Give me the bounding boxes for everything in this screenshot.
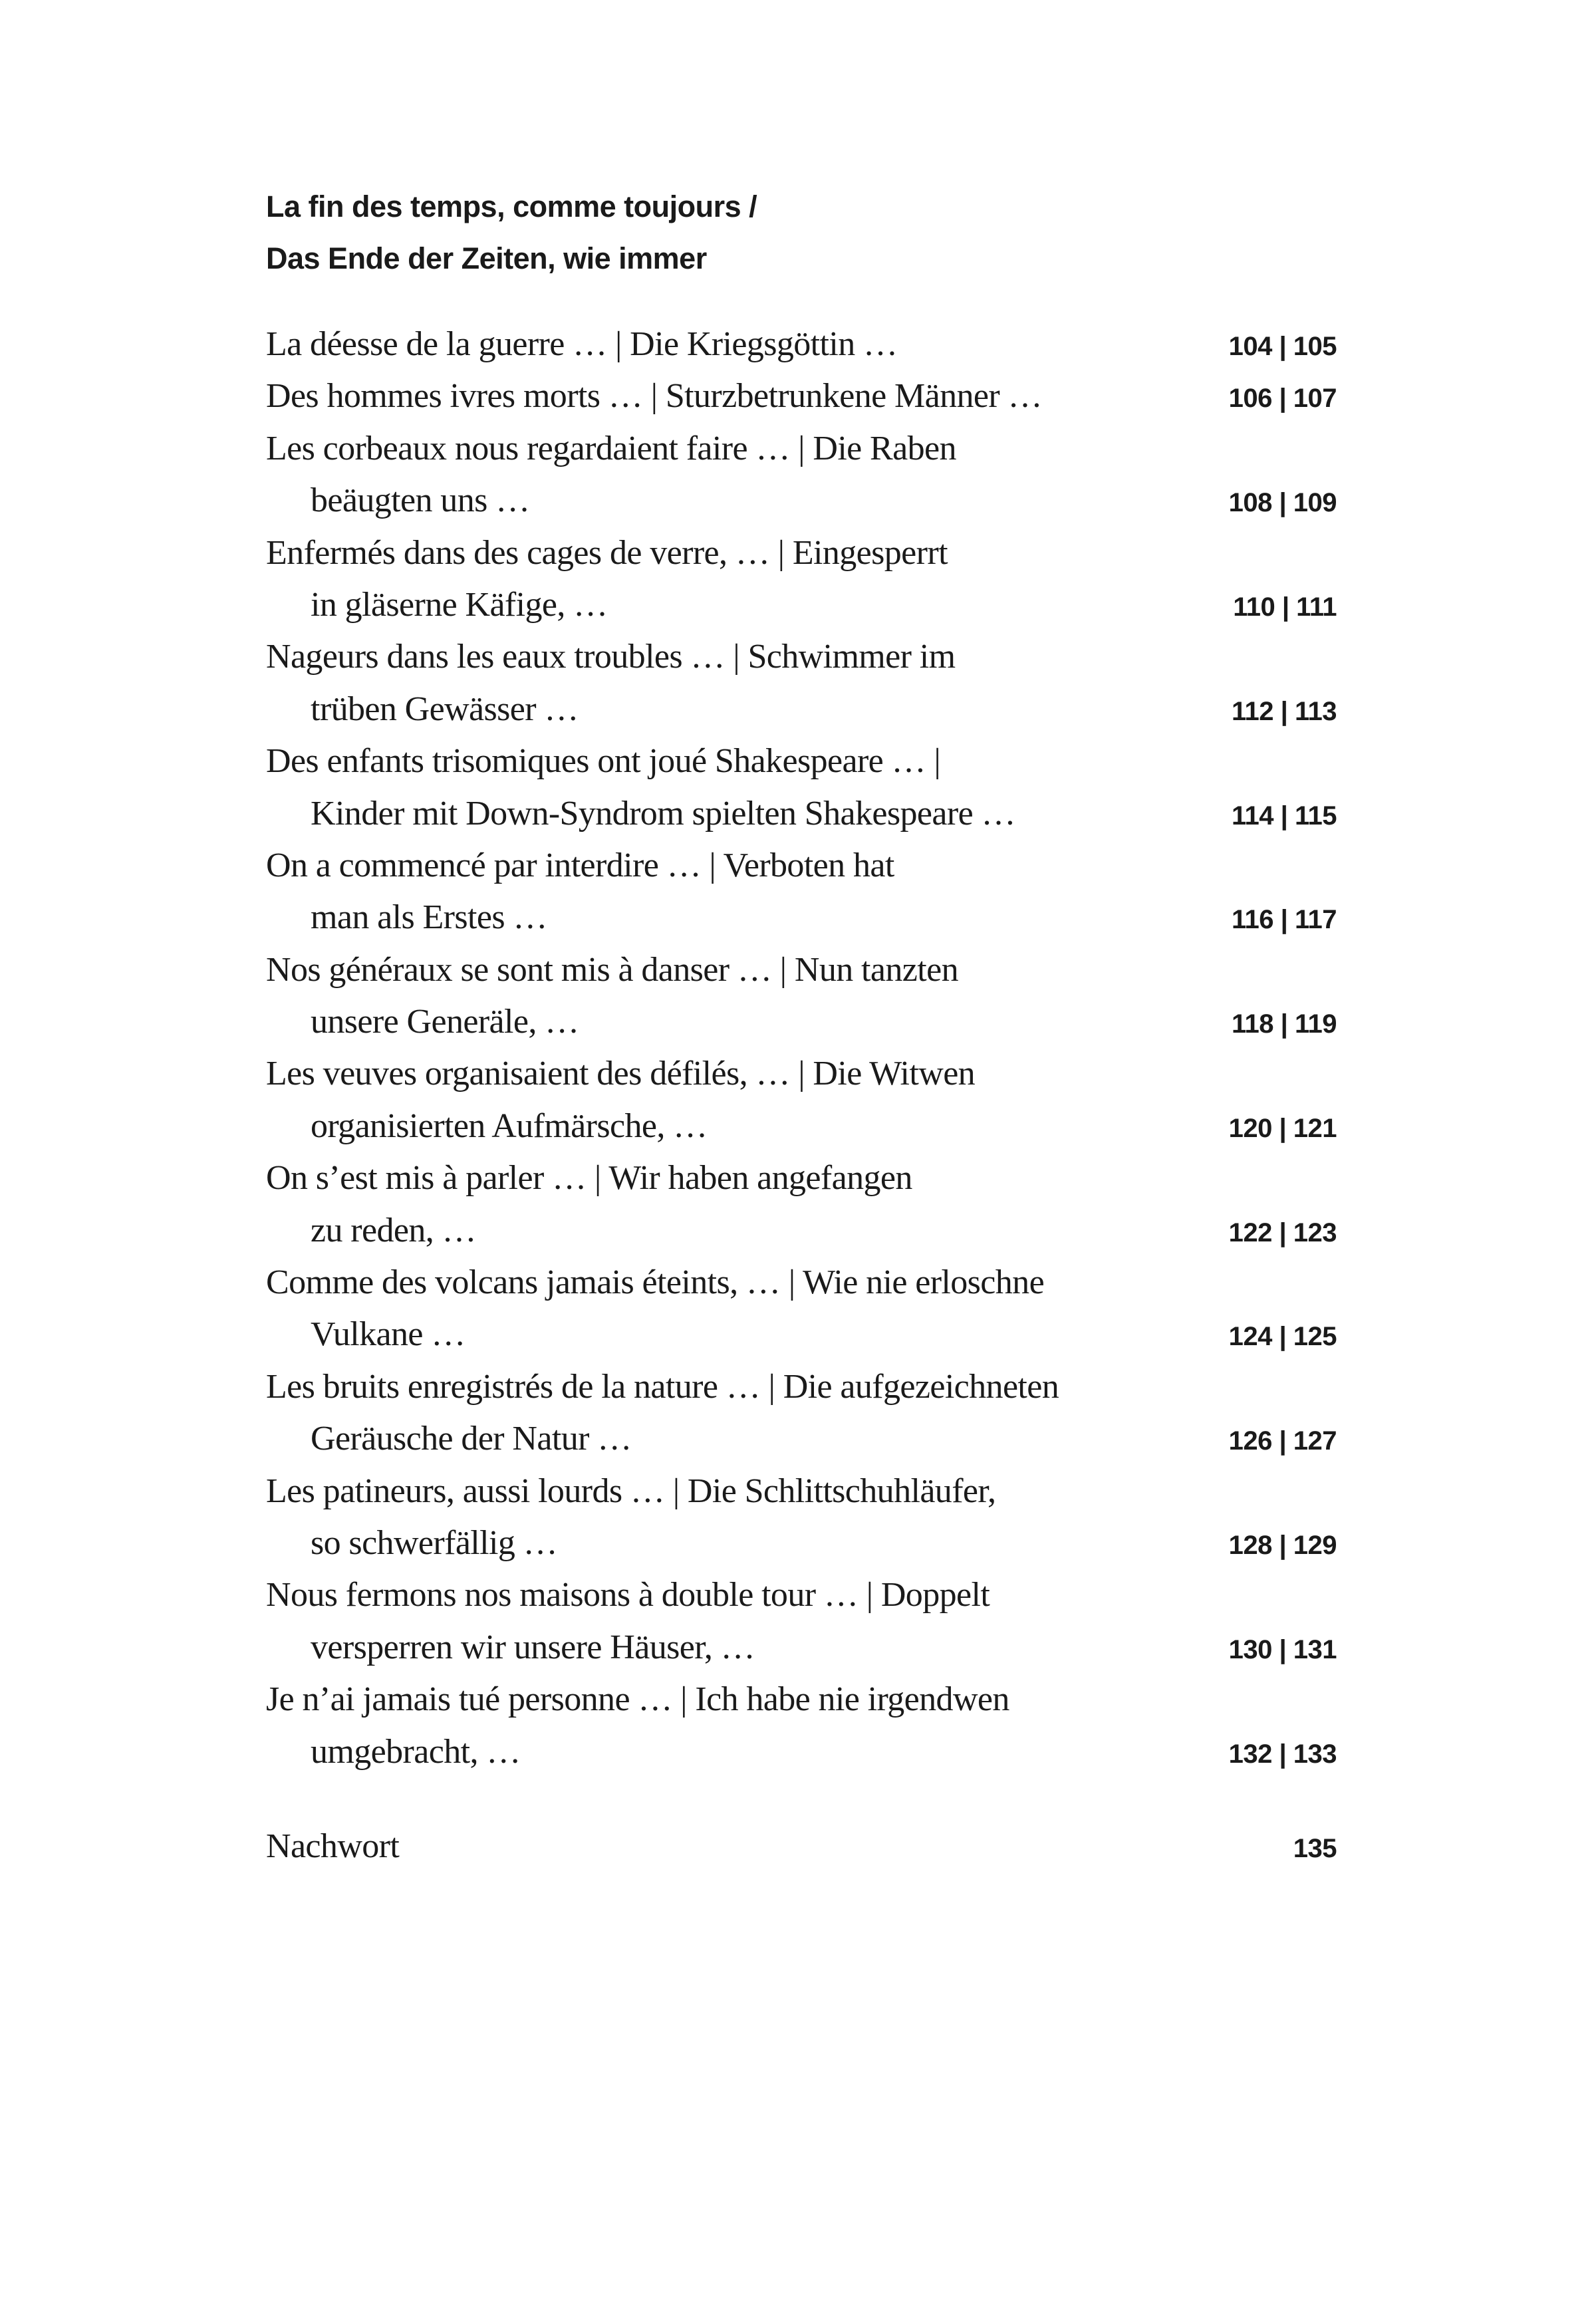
toc-entry <box>266 1152 1337 1257</box>
toc-entry-afterword <box>266 1821 1337 1872</box>
entry-title: Nous fermons nos maisons à double tour … | Doppelt <box>266 1576 990 1614</box>
toc-entry <box>266 1048 1337 1152</box>
entry-pages: 108 | 109 <box>1228 488 1337 518</box>
entry-title-continued: umgebracht, … <box>311 1732 521 1771</box>
entry-title: Je n’ai jamais tué personne … | Ich habe nie irgendwen <box>266 1680 1009 1719</box>
entry-title-continued: in gläserne Käfige, … <box>311 585 608 624</box>
entry-title: Nageurs dans les eaux troubles … | Schwimmer im <box>266 638 956 676</box>
entry-title-continued: Vulkane … <box>311 1315 466 1354</box>
entry-title-continued: trüben Gewässer … <box>311 690 579 728</box>
section-title <box>266 181 757 285</box>
entry-pages: 128 | 129 <box>1228 1530 1337 1560</box>
toc-entry <box>266 735 1337 840</box>
toc-entry <box>266 370 1337 422</box>
entry-title-continued: zu reden, … <box>311 1211 476 1249</box>
entry-title-continued: Kinder mit Down-Syndrom spielten Shakespeare … <box>311 794 1015 833</box>
entry-title: Des hommes ivres morts … | Sturzbetrunkene Männer … <box>266 377 1042 416</box>
table-of-contents <box>266 319 1337 1872</box>
entry-title-continued: versperren wir unsere Häuser, … <box>311 1628 755 1666</box>
toc-entry <box>266 319 1337 370</box>
entry-pages: 120 | 121 <box>1228 1113 1337 1143</box>
entry-pages: 124 | 125 <box>1228 1322 1337 1352</box>
entry-pages: 110 | 111 <box>1233 592 1337 622</box>
entry-pages: 106 | 107 <box>1228 384 1337 414</box>
entry-title-continued: Geräusche der Natur … <box>311 1420 632 1458</box>
entry-title: Comme des volcans jamais éteints, … | Wie nie erloschne <box>266 1263 1045 1302</box>
entry-title: On a commencé par interdire … | Verboten hat <box>266 846 894 884</box>
entry-pages: 118 | 119 <box>1232 1009 1337 1039</box>
entry-title-continued: so schwerfällig … <box>311 1523 558 1562</box>
entry-title: Enfermés dans des cages de verre, … | Eingesperrt <box>266 533 948 572</box>
entry-title: Des enfants trisomiques ont joué Shakespeare … | <box>266 742 941 781</box>
toc-entry <box>266 1674 1337 1778</box>
entry-title-continued: organisierten Aufmärsche, … <box>311 1106 708 1145</box>
toc-entry <box>266 423 1337 527</box>
entry-title: Les patineurs, aussi lourds … | Die Schlittschuhläufer, <box>266 1472 996 1510</box>
entry-pages: 130 | 131 <box>1228 1634 1337 1664</box>
entry-pages: 126 | 127 <box>1228 1426 1337 1456</box>
entry-title-continued: man als Erstes … <box>311 898 547 937</box>
toc-entry <box>266 944 1337 1049</box>
entry-title-continued: beäugten uns … <box>311 481 530 520</box>
entry-title: On s’est mis à parler … | Wir haben angefangen <box>266 1159 912 1198</box>
toc-entry <box>266 1569 1337 1674</box>
entry-title: Les bruits enregistrés de la nature … | Die aufgezeichneten <box>266 1367 1059 1406</box>
entry-title-continued: unsere Generäle, … <box>311 1003 579 1041</box>
entry-pages: 132 | 133 <box>1228 1739 1337 1769</box>
toc-entry <box>266 527 1337 632</box>
entry-title: La déesse de la guerre … | Die Kriegsgöttin … <box>266 325 898 363</box>
afterword-title: Nachwort <box>266 1827 400 1865</box>
section-title-french: La fin des temps, comme toujours / <box>266 190 757 223</box>
toc-entry <box>266 1361 1337 1466</box>
entry-pages: 116 | 117 <box>1232 905 1337 935</box>
afterword-page: 135 <box>1293 1833 1337 1863</box>
toc-entry <box>266 1257 1337 1361</box>
entry-pages: 104 | 105 <box>1228 332 1337 361</box>
entry-pages: 112 | 113 <box>1232 696 1337 726</box>
entry-title: Les veuves organisaient des défilés, … | Die Witwen <box>266 1055 976 1093</box>
entry-title: Nos généraux se sont mis à danser … | Nun tanzten <box>266 950 958 989</box>
section-title-german: Das Ende der Zeiten, wie immer <box>266 241 707 275</box>
toc-entry <box>266 840 1337 944</box>
entry-title: Les corbeaux nous regardaient faire … | Die Raben <box>266 429 956 467</box>
entry-pages: 122 | 123 <box>1228 1218 1337 1247</box>
toc-entry <box>266 631 1337 735</box>
entry-pages: 114 | 115 <box>1232 801 1337 831</box>
toc-entry <box>266 1466 1337 1570</box>
